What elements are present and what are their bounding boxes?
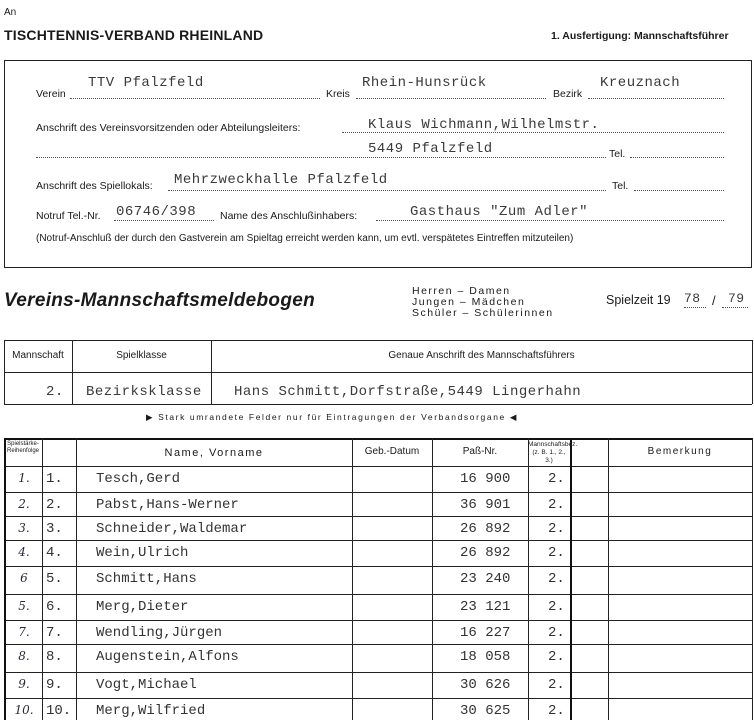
pass-number[interactable]: 23 240	[460, 571, 511, 587]
player-name[interactable]: Merg,Wilfried	[96, 703, 206, 719]
an-label: An	[4, 7, 17, 18]
team-col-header: Mannschaft	[12, 350, 64, 361]
column-divider	[528, 438, 529, 720]
team-designation[interactable]: 2.	[548, 649, 565, 665]
row-number: 10.	[46, 703, 72, 719]
column-divider	[608, 438, 609, 720]
row-number: 2.	[46, 497, 63, 513]
row-number: 6.	[46, 599, 63, 615]
handwritten-rank[interactable]: 3.	[18, 521, 30, 535]
rank-col-header: Spielstärke-Reihenfolge	[6, 441, 40, 454]
chair-line2[interactable]: 5449 Pfalzfeld	[368, 141, 493, 157]
team-designation[interactable]: 2.	[548, 703, 565, 719]
season-start[interactable]: 78	[684, 291, 701, 306]
handwritten-rank[interactable]: 1.	[18, 471, 30, 485]
handwritten-rank[interactable]: 5.	[18, 599, 30, 613]
organization-name: TISCHTENNIS-VERBAND RHEINLAND	[4, 27, 264, 43]
row-divider	[4, 492, 752, 493]
player-name[interactable]: Pabst,Hans-Werner	[96, 497, 239, 513]
pass-number[interactable]: 30 626	[460, 677, 511, 693]
column-divider	[352, 438, 353, 720]
arrow-right-icon: ▶	[146, 412, 155, 422]
remark-col-header: Bemerkung	[647, 446, 713, 457]
team-designation[interactable]: 2.	[548, 521, 565, 537]
player-name[interactable]: Wendling,Jürgen	[96, 625, 223, 641]
row-number: 4.	[46, 545, 63, 561]
name-col-header: Name, Vorname	[164, 447, 264, 459]
header-divider	[4, 466, 752, 467]
chair-line1[interactable]: Klaus Wichmann,Wilhelmstr.	[368, 117, 600, 133]
row-divider	[4, 540, 752, 541]
copy-note: 1. Ausfertigung: Mannschaftsführer	[551, 30, 729, 42]
category-list	[412, 286, 554, 319]
player-name[interactable]: Wein,Ulrich	[96, 545, 189, 561]
row-number: 9.	[46, 677, 63, 693]
row-number: 1.	[46, 471, 63, 487]
table-top-border	[4, 438, 752, 440]
bezirk-label: Bezirk	[553, 88, 583, 100]
row-number: 7.	[46, 625, 63, 641]
row-number: 5.	[46, 571, 63, 587]
verein-value[interactable]: TTV Pfalzfeld	[88, 75, 204, 91]
row-divider	[4, 698, 752, 699]
category-herren-damen: Herren – Damen	[412, 285, 511, 297]
team-designation[interactable]: 2.	[548, 497, 565, 513]
handwritten-rank[interactable]: 4.	[18, 545, 30, 559]
handwritten-rank[interactable]: 2.	[18, 497, 30, 511]
pass-number[interactable]: 18 058	[460, 649, 511, 665]
notruf-value[interactable]: 06746/398	[116, 204, 197, 220]
pass-number[interactable]: 36 901	[460, 497, 511, 513]
handwritten-rank[interactable]: 6	[20, 571, 28, 585]
notruf-note: (Notruf-Anschluß der durch den Gastverein am Spieltag erreicht werden kann, um evtl. verspätetes Eintreffen mitzuteilen)	[36, 233, 574, 244]
kreis-label: Kreis	[326, 88, 350, 100]
notice-label: Stark umrandete Felder nur für Eintragungen der Verbandsorgane	[158, 412, 506, 422]
notruf-label: Notruf Tel.-Nr.	[36, 210, 101, 222]
team-number[interactable]: 2.	[46, 384, 64, 400]
handwritten-rank[interactable]: 8.	[18, 649, 30, 663]
player-name[interactable]: Vogt,Michael	[96, 677, 197, 693]
column-divider	[76, 438, 77, 720]
venue-label: Anschrift des Spiellokals:	[36, 180, 153, 192]
row-divider	[4, 672, 752, 673]
chair-tel-label: Tel.	[609, 148, 626, 160]
pass-number[interactable]: 23 121	[460, 599, 511, 615]
season-label: Spielzeit 19	[606, 293, 671, 307]
verein-label: Verein	[36, 88, 66, 100]
player-name[interactable]: Schneider,Waldemar	[96, 521, 248, 537]
row-divider	[4, 566, 752, 567]
player-name[interactable]: Tesch,Gerd	[96, 471, 181, 487]
pass-number[interactable]: 16 900	[460, 471, 511, 487]
class-col-header: Spielklasse	[116, 350, 167, 361]
pass-number[interactable]: 16 227	[460, 625, 511, 641]
row-number: 8.	[46, 649, 63, 665]
column-divider	[42, 438, 43, 720]
handwritten-rank[interactable]: 10.	[14, 703, 34, 717]
team-designation[interactable]: 2.	[548, 571, 565, 587]
team-designation[interactable]: 2.	[548, 545, 565, 561]
team-designation[interactable]: 2.	[548, 625, 565, 641]
column-divider	[432, 438, 433, 720]
pass-number[interactable]: 26 892	[460, 521, 511, 537]
venue-value[interactable]: Mehrzweckhalle Pfalzfeld	[174, 172, 388, 188]
category-schueler: Schüler – Schülerinnen	[412, 307, 554, 319]
pass-number[interactable]: 26 892	[460, 545, 511, 561]
team-leader-address[interactable]: Hans Schmitt,Dorfstraße,5449 Lingerhahn	[234, 384, 582, 400]
row-divider	[4, 516, 752, 517]
team-designation[interactable]: 2.	[548, 677, 565, 693]
notice-text	[146, 412, 518, 423]
column-divider	[752, 438, 753, 720]
row-divider	[4, 594, 752, 595]
season-separator: /	[712, 293, 716, 308]
player-name[interactable]: Merg,Dieter	[96, 599, 189, 615]
bezirk-value[interactable]: Kreuznach	[600, 75, 681, 91]
form-title: Vereins-Mannschaftsmeldebogen	[4, 290, 316, 311]
pass-number[interactable]: 30 625	[460, 703, 511, 719]
row-divider	[4, 620, 752, 621]
holder-value[interactable]: Gasthaus "Zum Adler"	[410, 204, 589, 220]
address-col-header: Genaue Anschrift des Mannschaftsführers	[388, 350, 575, 361]
team-class[interactable]: Bezirksklasse	[86, 384, 202, 400]
player-name[interactable]: Augenstein,Alfons	[96, 649, 239, 665]
team-designation[interactable]: 2.	[548, 599, 565, 615]
holder-label: Name des Anschlußinhabers:	[220, 210, 358, 222]
kreis-value[interactable]: Rhein-Hunsrück	[362, 75, 487, 91]
team-designation[interactable]: 2.	[548, 471, 565, 487]
arrow-left-icon: ◀	[509, 412, 518, 422]
chair-label: Anschrift des Vereinsvorsitzenden oder Abteilungsleiters:	[36, 122, 301, 134]
player-name[interactable]: Schmitt,Hans	[96, 571, 197, 587]
season-end[interactable]: 79	[728, 291, 745, 306]
handwritten-rank[interactable]: 7.	[18, 625, 30, 639]
column-divider	[4, 438, 6, 720]
dob-col-header: Geb.-Datum	[364, 446, 420, 457]
row-divider	[4, 644, 752, 645]
column-divider	[570, 438, 572, 720]
category-jungen-maedchen: Jungen – Mädchen	[412, 296, 526, 308]
pass-col-header: Paß-Nr.	[462, 446, 498, 457]
team-designation-col-header: Mannschaftsbez. (z. B. 1., 2., 3.)	[528, 441, 578, 464]
venue-tel-label: Tel.	[612, 180, 629, 192]
handwritten-rank[interactable]: 9.	[18, 677, 30, 691]
row-number: 3.	[46, 521, 63, 537]
